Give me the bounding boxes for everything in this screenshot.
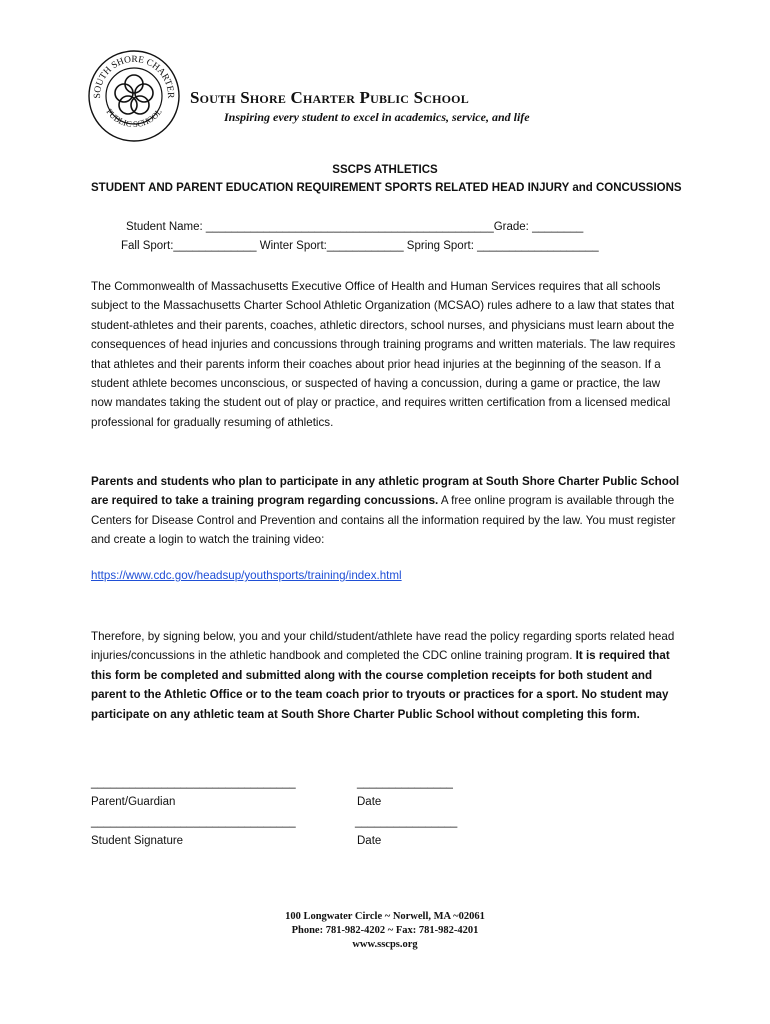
footer-address: 100 Longwater Circle ~ Norwell, MA ~02061	[285, 911, 485, 922]
cdc-training-link[interactable]: https://www.cdc.gov/headsup/youthsports/training/index.html	[91, 569, 402, 582]
footer-contact	[0, 910, 770, 952]
signing-policy-text: Therefore, by signing below, you and your child/student/athlete have read the policy regarding sports related head injuries/concussions in the athletic handbook and completed the CDC online training program.	[91, 630, 675, 663]
paragraph-law-overview: The Commonwealth of Massachusetts Executive Office of Health and Human Services requires that all schools subject to the Massachusetts Charter School Athletic Organization (MCSAO) rules adhere to a law that states that student-athletes and their parents, coaches, athletic directors, school nurses, and physicians must learn about the consequences of head injuries and concussions through training programs and written materials. The law requires that athletes and their parents inform their coaches about prior head injuries at the beginning of the season. If a student athlete becomes unconscious, or suspected of having a concussion, during a game or practice, the law now mandates taking the student out of play or practice, and requires written certification from a licensed medical professional for gradually resuming of athletics.	[91, 280, 676, 429]
student-date-label: Date	[357, 835, 382, 847]
parent-guardian-label: Parent/Guardian	[91, 796, 176, 808]
footer-phone-fax: Phone: 781-982-4202 ~ Fax: 781-982-4201	[291, 925, 479, 936]
student-signature-line[interactable]: ________________________________	[91, 816, 296, 828]
footer-website: www.sscps.org	[352, 939, 418, 950]
sports-field[interactable]: Fall Sport:_____________ Winter Sport:____________ Spring Sport: ___________________	[121, 240, 599, 252]
school-logo	[78, 46, 190, 142]
document-subtitle: STUDENT AND PARENT EDUCATION REQUIREMENT SPORTS RELATED HEAD INJURY and CONCUSSIONS	[91, 182, 682, 194]
student-signature-label: Student Signature	[91, 835, 184, 847]
school-tagline: Inspiring every student to excel in academics, service, and life	[224, 110, 530, 124]
school-name: South Shore Charter Public School	[190, 88, 469, 107]
parent-signature-line[interactable]: ________________________________	[91, 777, 296, 789]
parent-date-label: Date	[357, 796, 382, 808]
svg-text:PUBLIC SCHOOL	[104, 107, 163, 129]
student-date-line[interactable]: ________________	[355, 816, 458, 828]
logo-ring-bottom-text: PUBLIC SCHOOL	[104, 106, 164, 130]
training-requirement-text: A free online program is available through the Centers for Disease Control and Prevention and contains all the information required by the law. You must register and create a login to watch the training video:	[91, 494, 676, 547]
paragraph-signing-policy	[91, 627, 681, 724]
signing-policy-bold: It is required that this form be completed and submitted along with the course completion receipts for both student and parent to the Athletic Office or to the team coach prior to tryouts or practices for a sport. No student may participate on any athletic team at South Shore Charter Public School without completing this form.	[91, 649, 670, 721]
parent-date-line[interactable]: _______________	[357, 777, 453, 789]
document-title: SSCPS ATHLETICS	[332, 164, 438, 176]
logo-ring-top-text: SOUTH SHORE CHARTER	[92, 54, 176, 99]
training-requirement-bold: Parents and students who plan to participate in any athletic program at South Shore Charter Public School are required to take a training program regarding concussions.	[91, 475, 680, 508]
student-name-grade-field[interactable]: Student Name: _____________________________________________Grade: ________	[126, 221, 584, 233]
flower-of-circles-icon	[115, 75, 153, 114]
paragraph-training-requirement	[91, 472, 681, 550]
